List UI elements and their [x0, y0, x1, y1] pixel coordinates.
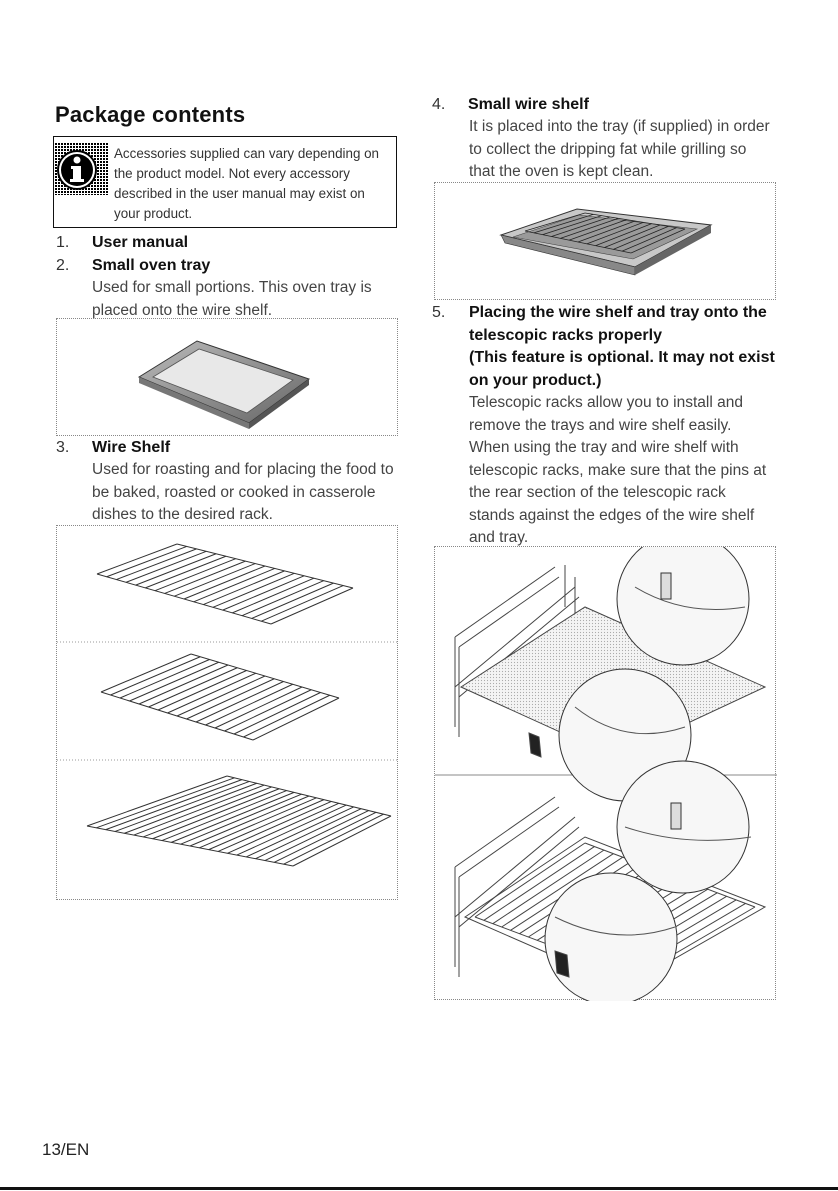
desc-line: stands against the edges of the wire shelf	[469, 506, 755, 524]
item-description	[469, 116, 809, 184]
page-heading: Package contents	[55, 102, 246, 127]
telescopic-racks-illustration	[434, 546, 776, 1000]
desc-line: Telescopic racks allow you to install and	[469, 394, 743, 411]
small-wire-shelf-illustration	[434, 182, 776, 300]
note-line: the product model. Not every accessory	[114, 166, 350, 181]
note-text	[114, 144, 396, 224]
wire-shelf-illustration	[56, 525, 398, 900]
tray-drawing	[57, 319, 399, 437]
note-line: your product.	[114, 206, 193, 221]
item-title: Wire Shelf	[92, 439, 171, 456]
desc-line: be baked, roasted or cooked in casserole	[92, 483, 376, 501]
item-title: Small oven tray	[92, 257, 211, 274]
desc-line: that the oven is kept clean.	[469, 163, 654, 180]
desc-line: the rear section of the telescopic rack	[469, 484, 726, 501]
page-bottom-rule	[0, 1187, 838, 1190]
small-wire-shelf-drawing	[435, 183, 777, 301]
item-number: 5.	[432, 304, 446, 321]
desc-line: remove the trays and wire shelf easily.	[469, 416, 732, 434]
desc-line: It is placed into the tray (if supplied) in order	[469, 118, 770, 135]
item-number: 4.	[432, 96, 446, 113]
desc-line: Used for roasting and for placing the food to	[92, 461, 394, 478]
desc-line: placed onto the wire shelf.	[92, 301, 273, 319]
note-line: described in the user manual may exist on	[114, 186, 365, 201]
desc-line: Used for small portions. This oven tray is	[92, 279, 372, 296]
title-line: on your product.)	[469, 371, 602, 389]
item-description	[469, 392, 819, 550]
item-number: 1.	[56, 234, 70, 251]
item-title: User manual	[92, 234, 189, 251]
telescopic-racks-drawing	[435, 547, 777, 1001]
small-oven-tray-illustration	[56, 318, 398, 436]
item-description	[92, 277, 402, 322]
info-icon	[55, 143, 109, 195]
page-number: 13/EN	[42, 1140, 90, 1159]
item-number: 2.	[56, 257, 70, 274]
title-line: Placing the wire shelf and tray onto the	[469, 304, 767, 321]
note-line: Accessories supplied can vary depending on	[114, 146, 380, 161]
item-title: Small wire shelf	[468, 96, 589, 113]
wire-shelf-drawing	[57, 526, 399, 901]
title-line: telescopic racks properly	[469, 326, 662, 344]
desc-line: and tray.	[469, 529, 529, 546]
title-line: (This feature is optional. It may not exist	[469, 349, 775, 366]
desc-line: When using the tray and wire shelf with	[469, 439, 739, 456]
item-description	[92, 459, 412, 527]
tray-on-rack	[455, 547, 765, 801]
desc-line: telescopic racks, make sure that the pins at	[469, 461, 767, 479]
info-note	[53, 136, 397, 228]
desc-line: dishes to the desired rack.	[92, 506, 273, 523]
item-title	[469, 302, 829, 392]
item-number: 3.	[56, 439, 70, 456]
desc-line: to collect the dripping fat while grilling so	[469, 140, 747, 158]
